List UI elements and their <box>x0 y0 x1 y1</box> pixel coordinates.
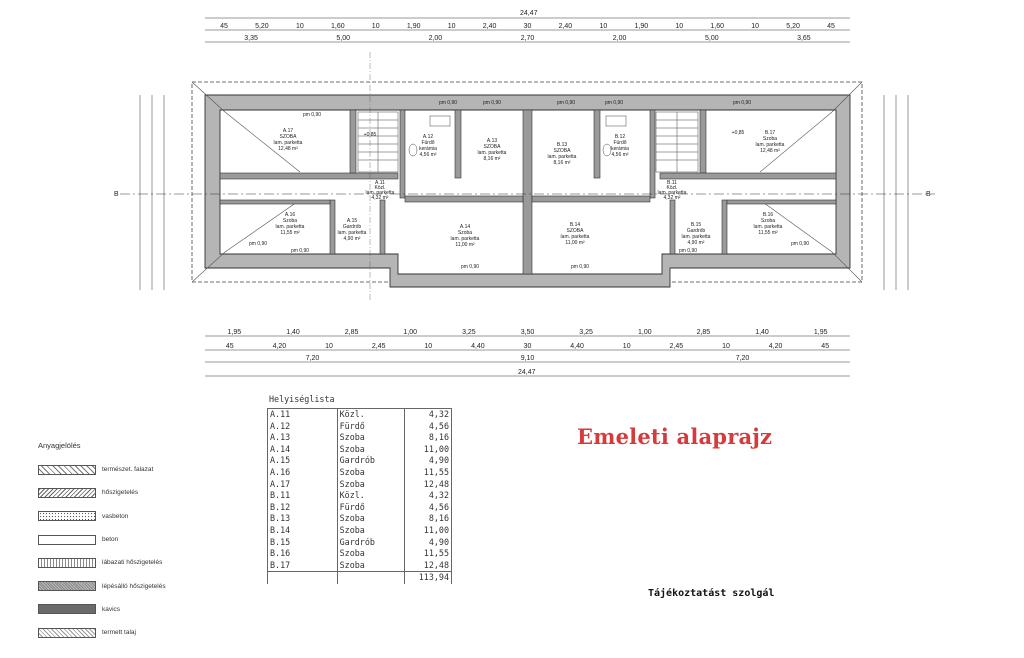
legend-swatch <box>38 488 96 498</box>
room-name-cell: Szoba <box>337 444 405 456</box>
dimension-label: 7,20 <box>735 355 750 362</box>
dimension-label: 7,20 <box>305 355 320 362</box>
legend-title: Anyagjelölés <box>38 441 81 450</box>
level-mark-right: +0,85 <box>731 130 745 136</box>
room-name-cell: Fürdő <box>337 421 405 433</box>
legend-item <box>38 574 248 597</box>
room-floor-label: lam. parketta <box>337 230 367 236</box>
room-name-label: Szoba <box>760 218 776 224</box>
room-code-cell: A.12 <box>268 421 338 433</box>
room-code-label: A.17 <box>282 128 294 134</box>
window-label: pm 0,90 <box>570 264 590 270</box>
room-name-label: Fürdő <box>613 140 627 146</box>
room-schedule-title: Helyiséglista <box>269 394 335 404</box>
dimension-label: 1,90 <box>406 23 421 30</box>
room-floor-label: lam. parketta <box>681 234 711 240</box>
info-note: Tájékoztatást szolgál <box>648 588 775 599</box>
room-code-cell: A.11 <box>268 409 338 421</box>
dimension-label: 10 <box>599 23 608 30</box>
room-floor-label: lam. parketta <box>273 140 303 146</box>
bathroom-fixtures <box>409 116 626 156</box>
dimension-label: 3,25 <box>579 329 593 336</box>
dimension-label: 45 <box>821 343 830 350</box>
room-area-label: 4,56 m² <box>611 152 629 158</box>
room-name-cell: Szoba <box>337 479 405 491</box>
room-code-label: B.15 <box>690 222 702 228</box>
overall-dimension-top: 24,47 <box>520 10 538 17</box>
legend-item <box>38 621 248 644</box>
room-schedule-table <box>267 394 452 584</box>
room-floor-label: kerámia <box>419 146 437 152</box>
dimension-label: 10 <box>296 23 304 30</box>
dimension-label: 2,45 <box>669 343 684 350</box>
legend-label: lábazati hőszigetelés <box>102 559 163 567</box>
legend-label: termett talaj <box>102 629 136 637</box>
room-floor-label: kerámia <box>611 146 629 152</box>
dimension-label: 2,85 <box>344 329 359 336</box>
room-area-label: 12,48 m² <box>760 148 780 154</box>
dimension-label: 10 <box>325 343 333 350</box>
legend-item <box>38 481 248 504</box>
legend-label: hőszigetelés <box>102 489 139 497</box>
dimension-label: 2,40 <box>558 23 573 30</box>
table-row <box>268 537 452 549</box>
dimension-label: 3,65 <box>797 35 811 42</box>
legend-label: vasbeton <box>102 512 129 520</box>
hall-area-label: 4,32 m² <box>371 195 389 201</box>
table-row <box>268 513 452 525</box>
room-code-cell: A.17 <box>268 479 338 491</box>
dimension-label: 1,40 <box>755 329 769 336</box>
room-code-cell: B.11 <box>268 490 338 502</box>
dimension-label: 10 <box>722 343 730 350</box>
room-code-cell: A.15 <box>268 455 338 467</box>
room-code-cell: B.16 <box>268 548 338 560</box>
section-mark-right: B <box>926 191 931 198</box>
dimension-label: 4,40 <box>471 343 485 350</box>
staircase-left <box>358 112 398 172</box>
room-area-label: 4,90 m² <box>687 240 705 246</box>
hall-code-label: B.11 <box>667 180 677 186</box>
legend-label: kavics <box>102 605 121 613</box>
room-name-cell: Szoba <box>337 525 405 537</box>
total-empty-cell <box>337 572 405 584</box>
dimension-label: 30 <box>523 23 532 30</box>
dimension-label: 3,50 <box>520 329 535 336</box>
dimension-label: 1,60 <box>710 23 725 30</box>
table-row <box>268 525 452 537</box>
room-area-label: 4,90 m² <box>343 236 361 242</box>
staircase-right <box>656 112 698 172</box>
room-code-label: B.14 <box>569 222 581 228</box>
room-area-cell: 12,48 <box>405 479 452 491</box>
room-floor-label: lam. parketta <box>477 150 507 156</box>
hall-floor-label: lam. parketta <box>365 190 395 196</box>
window-label: pm 0,90 <box>556 100 576 106</box>
legend-item <box>38 458 248 481</box>
dimension-label: 5,00 <box>704 35 719 42</box>
dimension-label: 45 <box>220 23 228 30</box>
room-name-cell: Fürdő <box>337 502 405 514</box>
window-label: pm 0,90 <box>604 100 624 106</box>
room-code-label: A.13 <box>486 138 498 144</box>
room-name-cell: Szoba <box>337 513 405 525</box>
room-code-cell: A.14 <box>268 444 338 456</box>
room-name-cell: Gardrób <box>337 537 405 549</box>
room-area-cell: 11,55 <box>405 548 452 560</box>
bottom-dimension-row-3 <box>306 355 750 362</box>
room-code-label: A.15 <box>346 218 358 224</box>
room-name-cell: Szoba <box>337 432 405 444</box>
window-label: pm 0,90 <box>790 241 810 247</box>
room-name-cell: Közl. <box>337 409 405 421</box>
dimension-label: 2,00 <box>612 35 627 42</box>
room-floor-label: lam. parketta <box>275 224 305 230</box>
dimension-label: 1,00 <box>637 329 652 336</box>
room-name-cell: Szoba <box>337 560 405 572</box>
table-row <box>268 560 452 572</box>
legend-swatch <box>38 628 96 638</box>
window-label: pm 0,90 <box>438 100 458 106</box>
room-area-cell: 4,90 <box>405 455 452 467</box>
dimension-label: 45 <box>225 343 234 350</box>
room-code-cell: A.13 <box>268 432 338 444</box>
table-row <box>268 502 452 514</box>
room-area-label: 12,48 m² <box>278 146 298 152</box>
room-name-label: SZOBA <box>279 134 297 140</box>
room-code-label: B.13 <box>556 142 568 148</box>
dimension-label: 3,35 <box>244 35 258 42</box>
dimension-label: 1,95 <box>813 329 828 336</box>
overall-dimension-bottom: 24,47 <box>518 369 536 376</box>
hall-name-label: Közl. <box>666 185 678 191</box>
dimension-label: 2,70 <box>520 35 535 42</box>
table-row <box>268 432 452 444</box>
dimension-label: 1,40 <box>286 329 300 336</box>
dimension-label: 2,85 <box>696 329 711 336</box>
dimension-label: 1,95 <box>227 329 242 336</box>
room-code-label: B.12 <box>614 134 626 140</box>
top-dimension-row-1 <box>220 23 835 30</box>
room-name-label: Szoba <box>282 218 298 224</box>
room-name-cell: Gardrób <box>337 455 405 467</box>
window-label: pm 0,90 <box>302 112 322 118</box>
drawing-title: Emeleti alaprajz <box>577 424 773 449</box>
room-floor-label: lam. parketta <box>753 224 783 230</box>
room-area-cell: 4,90 <box>405 537 452 549</box>
dimension-label: 2,00 <box>428 35 443 42</box>
room-name-label: SZOBA <box>483 144 501 150</box>
dimension-label: 10 <box>675 23 684 30</box>
legend-swatch <box>38 604 96 614</box>
dimension-label: 2,40 <box>482 23 497 30</box>
window-label: pm 0,90 <box>460 264 480 270</box>
legend-item <box>38 598 248 621</box>
room-floor-label: lam. parketta <box>560 234 590 240</box>
room-name-label: Szoba <box>762 136 778 142</box>
room-name-cell: Szoba <box>337 548 405 560</box>
dimension-label: 5,20 <box>255 23 269 30</box>
table-row <box>268 455 452 467</box>
dimension-label: 5,00 <box>336 35 351 42</box>
room-area-label: 4,56 m² <box>419 152 437 158</box>
legend-swatch <box>38 465 96 475</box>
window-label: pm 0,90 <box>678 248 698 254</box>
room-area-label: 8,16 m² <box>483 156 501 162</box>
legend-label: beton <box>102 536 119 544</box>
room-area-cell: 4,56 <box>405 502 452 514</box>
hall-floor-label: lam. parketta <box>657 190 687 196</box>
legend-label: lépésálló hőszigetelés <box>102 582 166 590</box>
dimension-label: 1,60 <box>330 23 345 30</box>
dimension-label: 10 <box>751 23 759 30</box>
room-area-cell: 8,16 <box>405 432 452 444</box>
room-code-label: B.17 <box>764 130 776 136</box>
legend-swatch <box>38 511 96 521</box>
top-dimension-row-2 <box>244 35 811 42</box>
room-name-label: SZOBA <box>566 228 584 234</box>
room-area-cell: 11,00 <box>405 525 452 537</box>
table-row <box>268 548 452 560</box>
dimension-label: 2,45 <box>371 343 386 350</box>
section-mark-left: B <box>114 191 119 198</box>
dimension-label: 45 <box>827 23 835 30</box>
legend-item <box>38 551 248 574</box>
hall-name-label: Közl. <box>374 185 386 191</box>
total-row <box>268 572 452 584</box>
room-code-cell: A.16 <box>268 467 338 479</box>
room-area-label: 11,55 m² <box>280 230 300 236</box>
dimension-label: 5,20 <box>786 23 800 30</box>
room-name-label: Fürdő <box>421 140 435 146</box>
room-area-label: 11,00 m² <box>455 242 475 248</box>
room-area-cell: 4,56 <box>405 421 452 433</box>
room-code-label: A.12 <box>422 134 434 140</box>
total-area-cell: 113,94 <box>405 572 452 584</box>
dimension-label: 10 <box>424 343 433 350</box>
material-legend <box>38 441 248 644</box>
room-floor-label: lam. parketta <box>547 154 577 160</box>
dimension-label: 1,00 <box>403 329 418 336</box>
room-name-label: Gardrób <box>342 224 362 230</box>
room-area-cell: 12,48 <box>405 560 452 572</box>
room-area-cell: 4,32 <box>405 490 452 502</box>
dimension-label: 1,90 <box>634 23 649 30</box>
dimension-label: 4,20 <box>272 343 287 350</box>
room-name-cell: Szoba <box>337 467 405 479</box>
dimension-label: 30 <box>523 343 532 350</box>
bottom-dimension-row-2 <box>226 343 829 350</box>
room-name-label: SZOBA <box>553 148 571 154</box>
table-row <box>268 421 452 433</box>
dimension-label: 10 <box>371 23 380 30</box>
legend-swatch <box>38 535 96 545</box>
legend-label: természet. falazat <box>102 466 154 474</box>
dimension-label: 3,25 <box>462 329 476 336</box>
room-area-label: 11,55 m² <box>758 230 778 236</box>
room-code-label: A.14 <box>459 224 471 230</box>
table-row <box>268 409 452 421</box>
room-floor-label: lam. parketta <box>450 236 480 242</box>
room-code-label: B.16 <box>762 212 774 218</box>
window-label: pm 0,90 <box>248 241 268 247</box>
window-label: pm 0,90 <box>482 100 502 106</box>
room-area-label: 11,00 m² <box>565 240 585 246</box>
dimension-label: 4,40 <box>570 343 584 350</box>
legend-item <box>38 505 248 528</box>
room-code-cell: B.14 <box>268 525 338 537</box>
room-floor-label: lam. parketta <box>755 142 785 148</box>
room-area-cell: 11,55 <box>405 467 452 479</box>
dimension-label: 9,10 <box>520 355 535 362</box>
room-name-cell: Közl. <box>337 490 405 502</box>
dimension-label: 4,20 <box>768 343 783 350</box>
room-code-cell: B.12 <box>268 502 338 514</box>
room-code-cell: B.13 <box>268 513 338 525</box>
legend-item <box>38 528 248 551</box>
window-label: pm 0,90 <box>732 100 752 106</box>
table-row <box>268 444 452 456</box>
hall-code-label: A.11 <box>375 180 385 186</box>
legend-swatch <box>38 581 96 591</box>
window-label: pm 0,90 <box>290 248 310 254</box>
room-code-cell: B.15 <box>268 537 338 549</box>
room-area-cell: 4,32 <box>405 409 452 421</box>
table-row <box>268 467 452 479</box>
room-name-label: Gardrób <box>686 228 706 234</box>
table-row <box>268 479 452 491</box>
legend-swatch <box>38 558 96 568</box>
room-schedule <box>267 408 452 584</box>
hall-area-label: 4,32 m² <box>663 195 681 201</box>
room-code-cell: B.17 <box>268 560 338 572</box>
total-empty-cell <box>268 572 338 584</box>
room-area-cell: 8,16 <box>405 513 452 525</box>
room-name-label: Szoba <box>457 230 473 236</box>
dimension-label: 10 <box>622 343 631 350</box>
room-code-label: A.16 <box>284 212 296 218</box>
room-area-label: 8,16 m² <box>553 160 571 166</box>
table-row <box>268 490 452 502</box>
level-mark-left: +0,85 <box>363 132 377 138</box>
room-area-cell: 11,00 <box>405 444 452 456</box>
dimension-label: 10 <box>447 23 456 30</box>
bottom-dimension-row-1 <box>227 329 827 336</box>
